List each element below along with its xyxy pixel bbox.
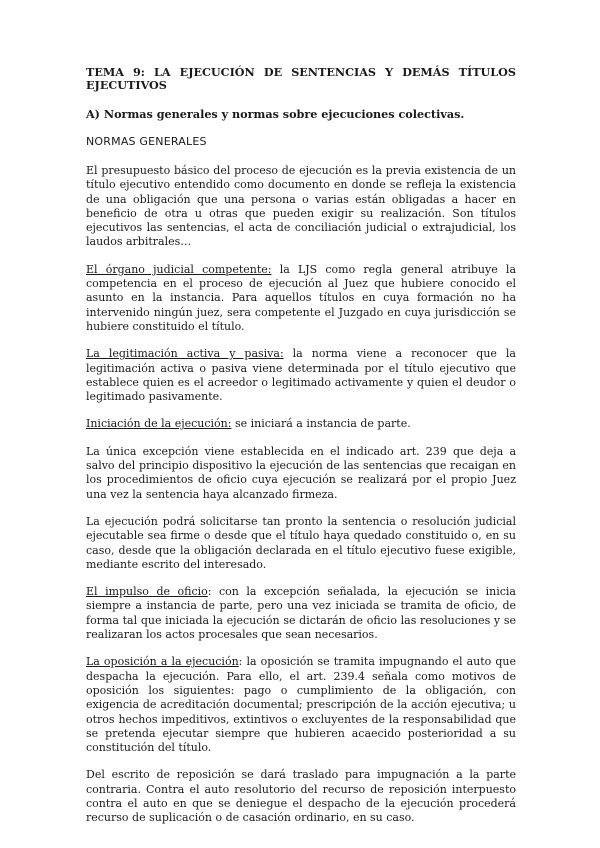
section-heading: A) Normas generales y normas sobre ejecuciones colectivas.: [86, 107, 465, 121]
term-impulso-oficio: El impulso de oficio: [86, 585, 208, 599]
paragraph-text: : la oposición se tramita impugnando el auto que despacha la ejecución. Para ello, el art. 239.4 señala como motivos de oposición los siguientes: pago o cumplimiento de la obligación, con exigencia de acreditación documental; prescripción de la acción ejecutiva; u otros hechos impeditivos, extintivos o excluyentes de la responsabilidad que se pretenda ejecutar siempre que hubieren acaecido posterioridad a su constitución del título.: [86, 655, 516, 755]
paragraph-impulso-oficio: [86, 585, 516, 642]
paragraph-iniciacion: [86, 417, 516, 431]
paragraph-solicitud: La ejecución podrá solicitarse tan pronto la sentencia o resolución judicial ejecutable sea firme o desde que el título haya quedado constituido o, en su caso, desde que la obligación declarada en el título ejecutivo fuese exigible, mediante escrito del interesado.: [86, 514, 516, 571]
paragraph-text: la norma viene a reconocer que la legitimación activa o pasiva viene determinada por el título ejecutivo que establece quien es el acreedor o legitimado activamente y quien el deudor o legitimado pasivamente.: [86, 347, 516, 404]
paragraph-text: la LJS como regla general atribuye la competencia en el proceso de ejecución al Juez que hubiere conocido el asunto en la instancia. Para aquellos títulos en cuya formación no ha intervenido ningún juez, sera competente el Juzgado en cuya jurisdicción se hubiere constituido el título.: [86, 262, 517, 333]
document-page: [86, 66, 516, 839]
paragraph-titulo-ejecutivo: El presupuesto básico del proceso de ejecución es la previa existencia de un título ejecutivo entendido como documento en donde se refleja la existencia de una obligación que una persona o varias están obligadas a hacer en beneficio de otra u otras que pueden exigir su realización. Son títulos ejecutivos las sentencias, el acta de conciliación judicial o extrajudicial, los laudos arbitrales…: [86, 164, 516, 249]
subsection-heading: NORMAS GENERALES: [86, 135, 207, 148]
term-oposicion: La oposición a la ejecución: [86, 655, 239, 669]
paragraph-excepcion: La única excepción viene establecida en el indicado art. 239 que deja a salvo del principio dispositivo la ejecución de las sentencias que recaigan en los procedimientos de oficio cuya ejecución se realizará por el propio Juez una vez la sentencia haya alcanzado firmeza.: [86, 444, 516, 501]
term-organo-judicial: El órgano judicial competente:: [86, 262, 272, 276]
paragraph-text: se iniciará a instancia de parte.: [231, 417, 411, 431]
document-title: TEMA 9: LA EJECUCIÓN DE SENTENCIAS Y DEMÁS TÍTULOS EJECUTIVOS: [86, 65, 516, 92]
term-iniciacion: Iniciación de la ejecución:: [86, 417, 232, 431]
paragraph-oposicion: [86, 655, 516, 755]
term-legitimacion: La legitimación activa y pasiva:: [86, 347, 284, 361]
paragraph-text: : con la excepción señalada, la ejecución se inicia siempre a instancia de parte, pero una vez iniciada se tramita de oficio, de forma tal que iniciada la ejecución se dictarán de oficio las resoluciones y se realizaran los actos procesales que sean necesarios.: [86, 585, 516, 642]
paragraph-reposicion: Del escrito de reposición se dará traslado para impugnación a la parte contraria. Contra el auto resolutorio del recurso de reposición interpuesto contra el auto en que se deniegue el despacho de la ejecución procederá recurso de suplicación o de casación ordinario, en su caso.: [86, 768, 516, 825]
paragraph-legitimacion: [86, 347, 516, 404]
paragraph-organo-judicial: [86, 263, 516, 334]
